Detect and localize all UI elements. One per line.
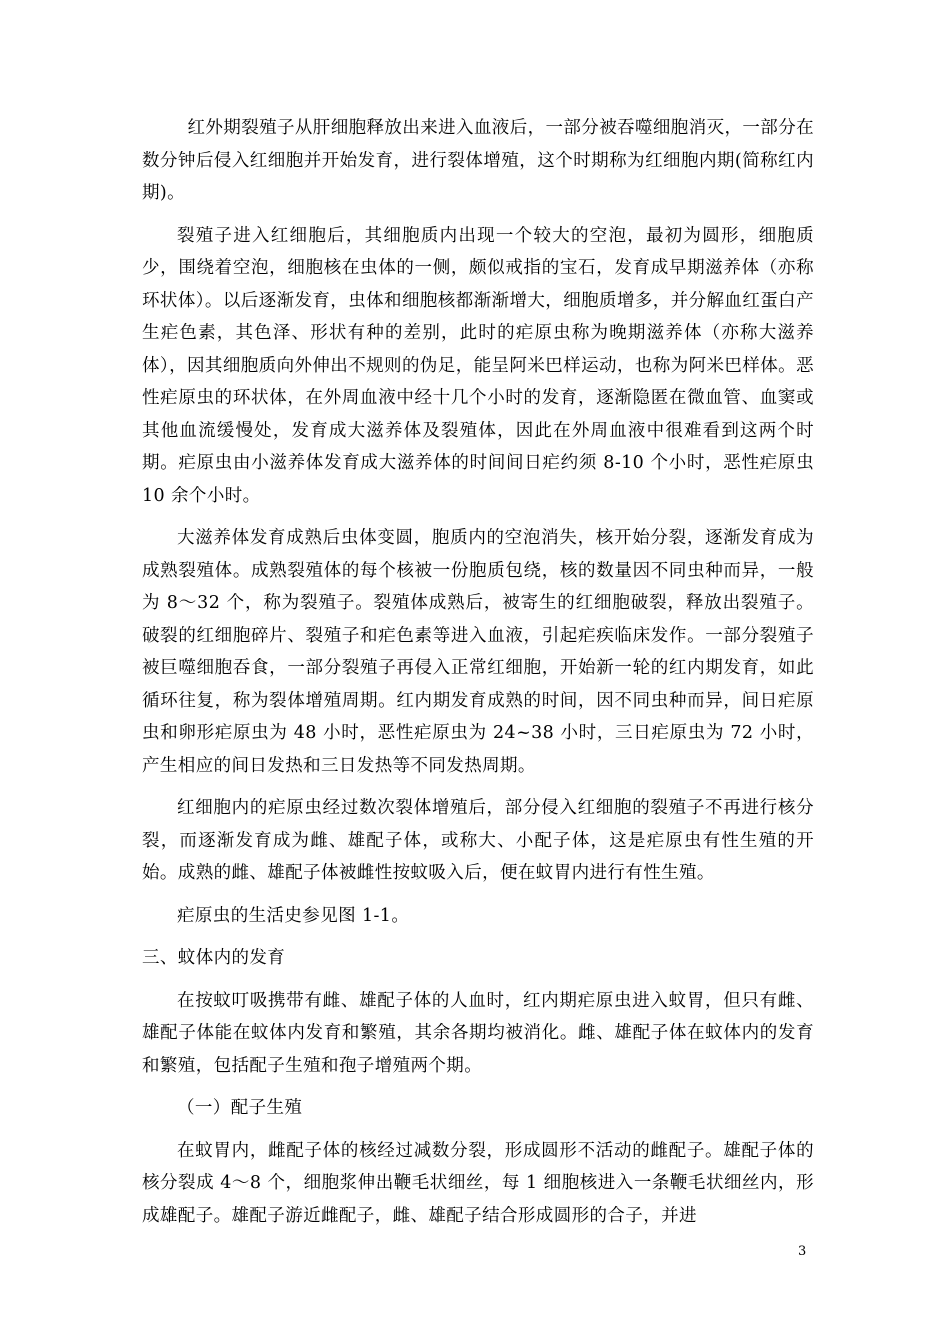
- paragraph-life-cycle-reference: 疟原虫的生活史参见图 1-1。: [177, 905, 410, 926]
- section-heading: 三、蚊体内的发育: [142, 948, 286, 968]
- paragraph-gametocyte: 红细胞内的疟原虫经过数次裂体增殖后，部分侵入红细胞的裂殖子不再进行核分裂，而逐渐发育成为雌、雄配子体，或称大、小配子体，这是疟原虫有性生殖的开始。成熟的雌、雄配子体被雌性按蚊吸入后，便在蚊胃内进行有性生殖。: [142, 798, 814, 883]
- paragraph-mosquito-development: 在按蚊叮吸携带有雌、雄配子体的人血时，红内期疟原虫进入蚊胃，但只有雌、雄配子体能在蚊体内发育和繁殖，其余各期均被消化。雌、雄配子体在蚊体内的发育和繁殖，包括配子生殖和孢子增殖两个期。: [142, 990, 814, 1076]
- page-number: 3: [798, 1244, 807, 1259]
- document-body: [142, 112, 814, 1242]
- paragraph-schizont: 大滋养体发育成熟后虫体变圆，胞质内的空泡消失，核开始分裂，逐渐发育成为成熟裂殖体。成熟裂殖体的每个核被一份胞质包绕，核的数量因不同虫种而异，一般为 8～32 个，称为裂殖子。裂殖体成熟后，被寄生的红细胞破裂，释放出裂殖子。破裂的红细胞碎片、裂殖子和疟色素等进入血液，引起疟疾临床发作。一部分裂殖子被巨噬细胞吞食，一部分裂殖子再侵入正常红细胞，开始新一轮的红内期发育，如此循环往复，称为裂体增殖周期。红内期发育成熟的时间，因不同虫种而异，间日疟原虫和卵形疟原虫为 48 小时，恶性疟原虫为 24~38 小时，三日疟原虫为 72 小时，产生相应的间日发热和三日发热等不同发热周期。: [142, 528, 814, 776]
- paragraph-trophozoite: 裂殖子进入红细胞后，其细胞质内出现一个较大的空泡，最初为圆形，细胞质少，围绕着空泡，细胞核在虫体的一侧，颇似戒指的宝石，发育成早期滋养体（亦称环状体）。以后逐渐发育，虫体和细胞核都渐渐增大，细胞质增多，并分解血红蛋白产生疟色素，其色泽、形状有种的差别，此时的疟原虫称为晚期滋养体（亦称大滋养体），因其细胞质向外伸出不规则的伪足，能呈阿米巴样运动，也称为阿米巴样体。恶性疟原虫的环状体，在外周血液中经十几个小时的发育，逐渐隐匿在微血管、血窦或其他血流缓慢处，发育成大滋养体及裂殖体，因此在外周血液中很难看到这两个时期。疟原虫由小滋养体发育成大滋养体的时间间日疟约须 8-10 个小时，恶性疟原虫 10 余个小时。: [142, 225, 814, 506]
- paragraph-gametogony: 在蚊胃内，雌配子体的核经过减数分裂，形成圆形不活动的雌配子。雄配子体的核分裂成 4～8 个，细胞浆伸出鞭毛状细丝，每 1 细胞核进入一条鞭毛状细丝内，形成雄配子。雄配子游近雌配子，雌、雄配子结合形成圆形的合子，并进: [142, 1140, 814, 1226]
- subsection-heading: （一）配子生殖: [177, 1098, 303, 1118]
- paragraph-erythrocytic-stage: 红外期裂殖子从肝细胞释放出来进入血液后，一部分被吞噬细胞消灭，一部分在数分钟后侵入红细胞并开始发育，进行裂体增殖，这个时期称为红细胞内期(简称红内期)。: [142, 118, 814, 203]
